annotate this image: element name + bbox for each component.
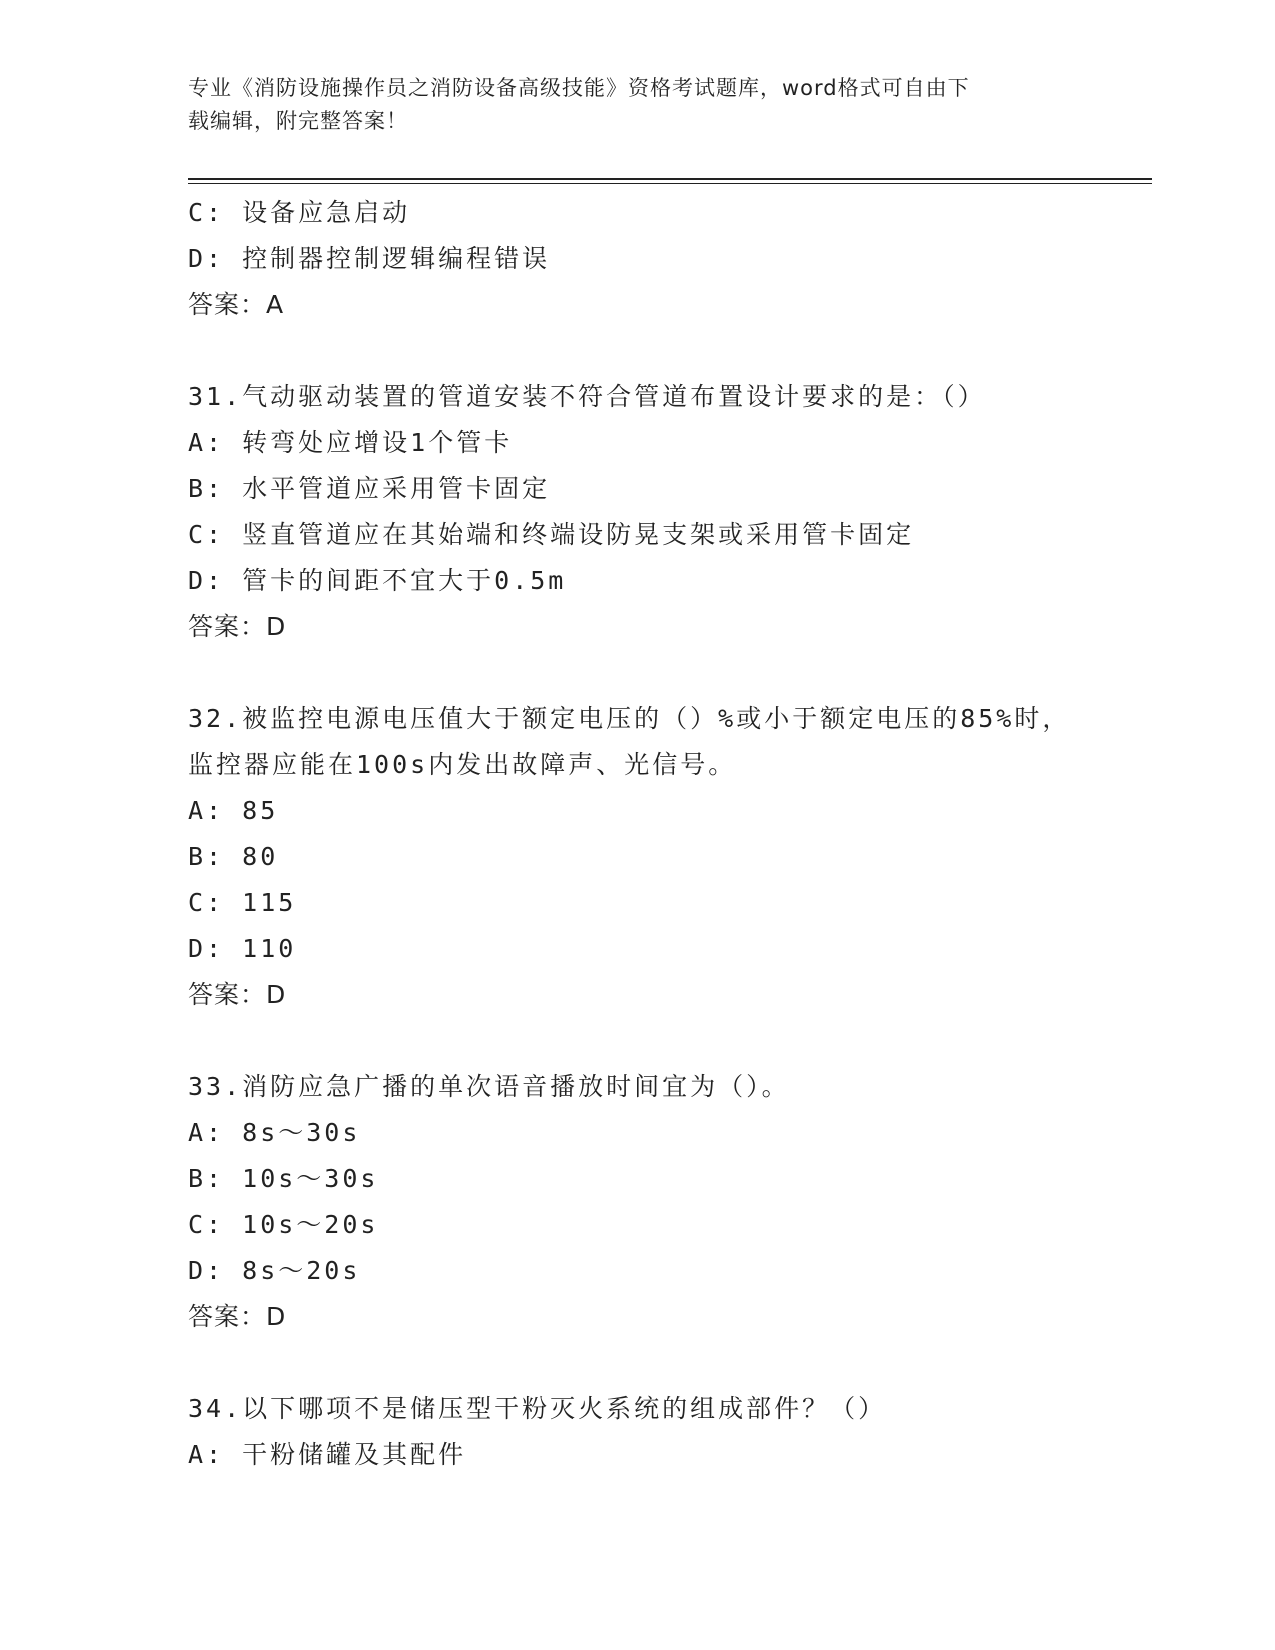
spacer <box>188 1340 1138 1386</box>
answer-line: 答案：D <box>188 612 287 641</box>
question-31-stem: 31.气动驱动装置的管道安装不符合管道布置设计要求的是：（） <box>188 382 986 411</box>
question-32-stem-line-2: 监控器应能在100s内发出故障声、光信号。 <box>188 750 737 779</box>
answer-line: 答案：A <box>188 290 285 319</box>
document-header <box>188 72 1068 138</box>
option-b: B: 水平管道应采用管卡固定 <box>188 474 551 503</box>
spacer <box>188 650 1138 696</box>
answer-line: 答案：D <box>188 980 287 1009</box>
question-34-stem: 34.以下哪项不是储压型干粉灭火系统的组成部件？（） <box>188 1394 887 1423</box>
header-divider-thick <box>188 178 1152 180</box>
option-d: D: 控制器控制逻辑编程错误 <box>188 244 551 273</box>
option-a: A: 转弯处应增设1个管卡 <box>188 428 513 457</box>
option-c: C: 设备应急启动 <box>188 198 411 227</box>
option-c: C: 115 <box>188 888 297 917</box>
question-list <box>188 190 1138 1478</box>
option-c: C: 竖直管道应在其始端和终端设防晃支架或采用管卡固定 <box>188 520 915 549</box>
option-a: A: 85 <box>188 796 279 825</box>
option-d: D: 110 <box>188 934 297 963</box>
spacer <box>188 328 1138 374</box>
answer-line: 答案：D <box>188 1302 287 1331</box>
option-a: A: 干粉储罐及其配件 <box>188 1440 467 1469</box>
header-line-1: 专业《消防设施操作员之消防设备高级技能》资格考试题库，word格式可自由下 <box>188 76 970 100</box>
option-d: D: 管卡的间距不宜大于0.5m <box>188 566 567 595</box>
header-divider-thin <box>188 183 1152 184</box>
option-b: B: 80 <box>188 842 279 871</box>
option-d: D: 8s～20s <box>188 1256 361 1285</box>
header-line-2: 载编辑，附完整答案！ <box>188 109 408 133</box>
question-33-stem: 33.消防应急广播的单次语音播放时间宜为（）。 <box>188 1072 790 1101</box>
spacer <box>188 1018 1138 1064</box>
option-a: A: 8s～30s <box>188 1118 361 1147</box>
option-c: C: 10s～20s <box>188 1210 379 1239</box>
question-32-stem-line-1: 32.被监控电源电压值大于额定电压的（）%或小于额定电压的85%时， <box>188 704 1071 733</box>
option-b: B: 10s～30s <box>188 1164 379 1193</box>
